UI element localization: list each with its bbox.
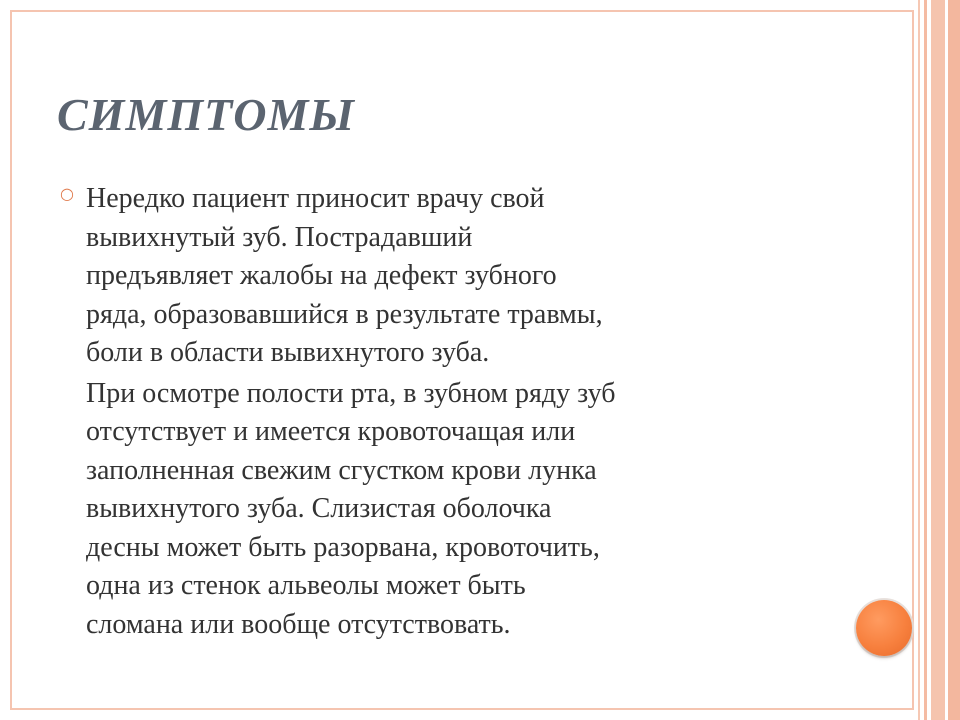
body-paragraph-1: Нередко пациент приносит врачу свой вывихнутый зуб. Пострадавший предъявляет жалобы на дефект зубного ряда, образовавшийся в результате травмы, боли в области вывихнутого зуба. [86, 183, 603, 368]
decor-stripe [948, 0, 960, 720]
body-paragraph-2: При осмотре полости рта, в зубном ряду зуб отсутствует и имеется кровоточащая или заполненная свежим сгустком крови лунка вывихнутого зуба. Слизистая оболочка десны может быть разорвана, кровоточить, одна из стенок альвеолы может быть сломана или вообще отсутствовать. [86, 377, 616, 640]
slide-title: СИМПТОМЫ [57, 89, 355, 140]
slide-body [86, 180, 846, 644]
decor-stripe [931, 0, 945, 720]
decorative-orange-circle-icon [856, 600, 912, 656]
decor-stripe [924, 0, 927, 720]
small-circle-bullet-icon: ○ [60, 184, 74, 203]
decor-stripe [918, 0, 920, 720]
